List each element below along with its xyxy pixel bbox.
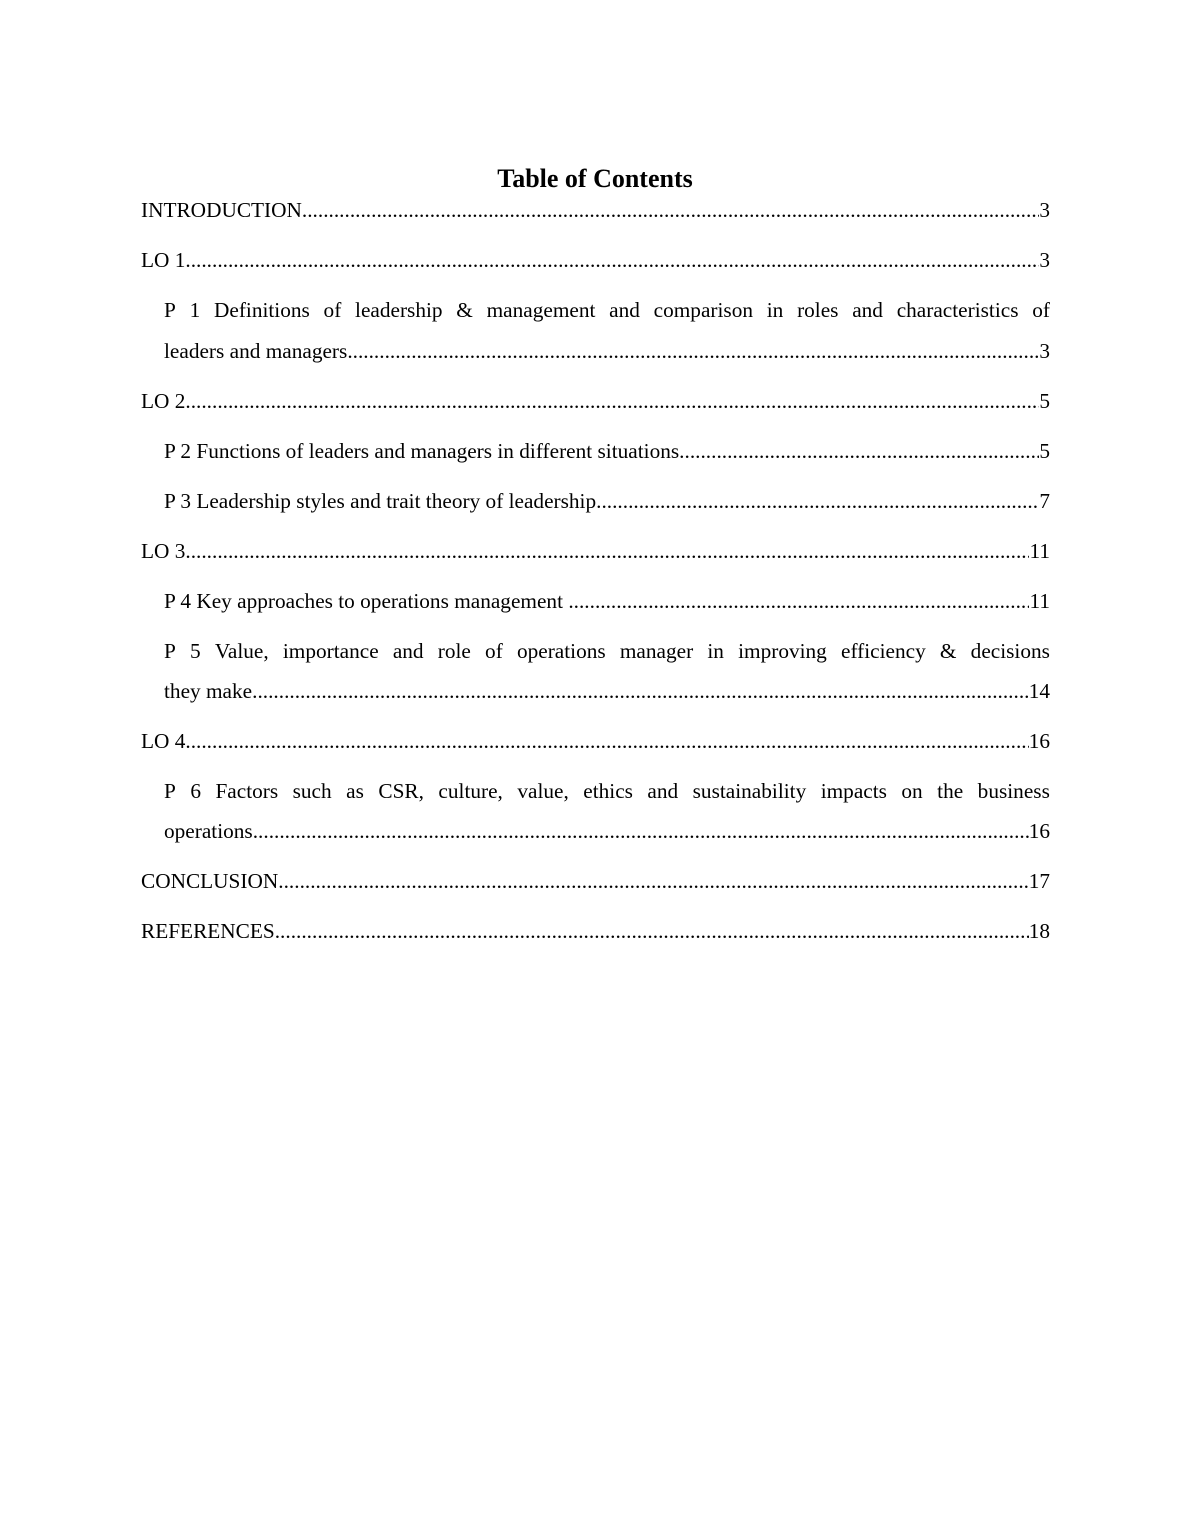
toc-page-number: 16	[1028, 729, 1050, 753]
toc-page-number: 17	[1028, 869, 1050, 893]
dot-leader	[679, 436, 1039, 466]
toc-entry-word: roles	[797, 298, 839, 322]
toc-page-number: 3	[1039, 198, 1050, 222]
toc-entry-word: value,	[517, 779, 569, 803]
toc-entry-word: in	[766, 298, 784, 322]
toc-entry-word: P	[164, 779, 176, 803]
dot-leader	[185, 536, 1029, 566]
toc-entry-word: &	[456, 298, 473, 322]
toc-entry-word: Value,	[214, 639, 269, 663]
toc-page-number: 14	[1028, 679, 1050, 703]
dot-leader	[347, 336, 1039, 366]
toc-page-number: 7	[1039, 489, 1050, 513]
toc-entry-word: improving	[738, 639, 827, 663]
toc-entry-introduction[interactable]	[141, 195, 1050, 225]
dot-leader	[185, 726, 1028, 756]
toc-entry-word: Factors	[215, 779, 279, 803]
toc-entry-label: LO 4	[141, 729, 186, 753]
toc-entry-word: in	[707, 639, 724, 663]
toc-entry-word: 6	[190, 779, 201, 803]
toc-entry-word: of	[1032, 298, 1050, 322]
toc-entry-word: and	[647, 779, 679, 803]
toc-page-number: 5	[1039, 389, 1050, 413]
toc-page-number: 3	[1039, 248, 1050, 272]
toc-entry-word: leadership	[355, 298, 443, 322]
dot-leader	[596, 486, 1039, 516]
toc-entry-p2[interactable]	[164, 436, 1050, 466]
toc-entry-word: importance	[282, 639, 379, 663]
toc-entry-word: sustainability	[692, 779, 807, 803]
dot-leader	[253, 816, 1029, 846]
toc-entry-word: Definitions	[213, 298, 310, 322]
toc-page-number: 16	[1028, 819, 1050, 843]
dot-leader	[568, 586, 1029, 616]
toc-entry-word: characteristics	[896, 298, 1019, 322]
toc-entry-lo2[interactable]	[141, 386, 1050, 416]
toc-entry-lo4[interactable]	[141, 726, 1050, 756]
toc-entry-label: CONCLUSION	[141, 869, 279, 893]
toc-entry-label: leaders and managers	[164, 339, 348, 363]
toc-entry-label: they make	[164, 679, 253, 703]
toc-entry-label: LO 3	[141, 539, 186, 563]
toc-page-number: 11	[1029, 539, 1050, 563]
toc-entry-word: such	[292, 779, 332, 803]
toc-entry-word: and	[852, 298, 883, 322]
toc-entry-word: the	[937, 779, 964, 803]
toc-entry-word: P	[164, 298, 176, 322]
toc-entry-label: P 2 Functions of leaders and managers in different situations	[164, 439, 680, 463]
dot-leader	[302, 195, 1039, 225]
toc-entry-label: LO 1	[141, 248, 186, 272]
toc-page-number: 3	[1039, 339, 1050, 363]
toc-entry-word: of	[323, 298, 342, 322]
toc-entry-word: CSR,	[378, 779, 424, 803]
toc-entry-word: of	[485, 639, 503, 663]
toc-entry-word: on	[901, 779, 923, 803]
toc-entry-references[interactable]	[141, 916, 1050, 946]
toc-entry-word: ethics	[583, 779, 633, 803]
toc-title: Table of Contents	[497, 164, 693, 193]
toc-page-number: 5	[1039, 439, 1050, 463]
toc-entry-label: INTRODUCTION	[141, 198, 302, 222]
dot-leader	[252, 676, 1029, 706]
toc-entry-word: and	[609, 298, 640, 322]
toc-entry-word: efficiency	[841, 639, 926, 663]
toc-entry-word: operations	[516, 639, 606, 663]
toc-entry-p3[interactable]	[164, 486, 1050, 516]
toc-entry-word: 5	[190, 639, 201, 663]
toc-entry-word: comparison	[653, 298, 754, 322]
toc-entry-word: and	[392, 639, 424, 663]
toc-entry-word: P	[164, 639, 176, 663]
toc-entry-lo3[interactable]	[141, 536, 1050, 566]
toc-entry-conclusion[interactable]	[141, 866, 1050, 896]
toc-entry-label: REFERENCES	[141, 919, 275, 943]
toc-entry-word: decisions	[970, 639, 1050, 663]
toc-entry-word: management	[486, 298, 596, 322]
toc-entry-label: LO 2	[141, 389, 186, 413]
dot-leader	[275, 916, 1029, 946]
toc-entry-word: business	[977, 779, 1050, 803]
toc-entry-label: P 4 Key approaches to operations management	[164, 589, 569, 613]
toc-entry-p1[interactable]	[164, 336, 1050, 366]
toc-entry-p6-first-line[interactable]	[164, 776, 1050, 806]
toc-entry-word: as	[346, 779, 364, 803]
toc-entry-p5[interactable]	[164, 676, 1050, 706]
toc-entry-word: role	[437, 639, 471, 663]
toc-entry-p1-first-line[interactable]	[164, 295, 1050, 325]
toc-entry-p5-first-line[interactable]	[164, 636, 1050, 666]
toc-entry-label: P 3 Leadership styles and trait theory of leadership	[164, 489, 597, 513]
toc-entry-word: 1	[189, 298, 201, 322]
dot-leader	[185, 245, 1039, 275]
toc-entry-word: culture,	[438, 779, 503, 803]
toc-entry-label: operations	[164, 819, 253, 843]
toc-entry-word: manager	[619, 639, 694, 663]
toc-entry-p4[interactable]	[164, 586, 1050, 616]
toc-entry-word: &	[939, 639, 957, 663]
toc-entry-lo1[interactable]	[141, 245, 1050, 275]
dot-leader	[185, 386, 1039, 416]
toc-entry-p6[interactable]	[164, 816, 1050, 846]
dot-leader	[278, 866, 1028, 896]
toc-page-number: 11	[1029, 589, 1050, 613]
toc-page-number: 18	[1028, 919, 1050, 943]
toc-entry-word: impacts	[820, 779, 887, 803]
